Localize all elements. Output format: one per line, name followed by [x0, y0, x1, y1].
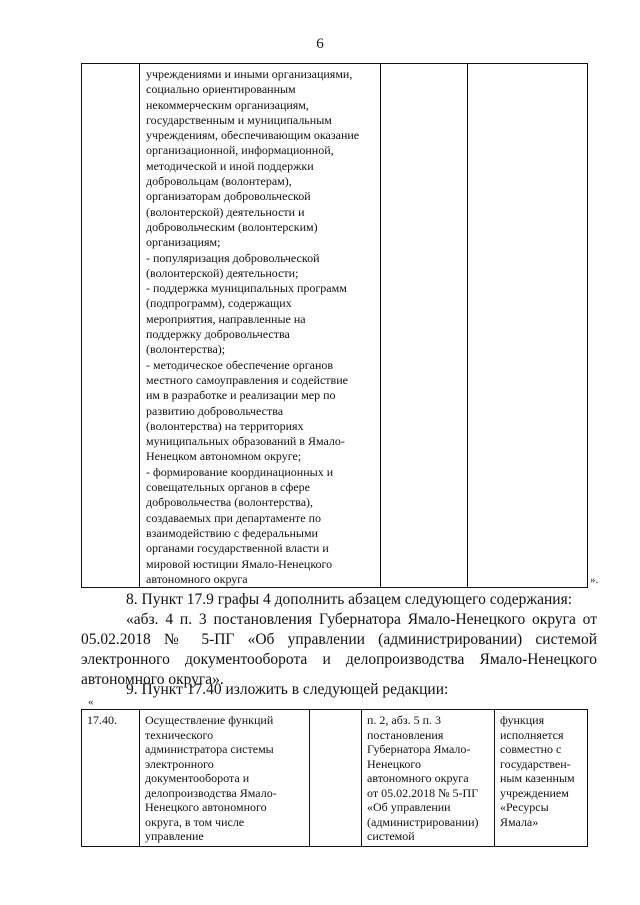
table-cell-note [495, 710, 588, 847]
page-number: 6 [316, 36, 324, 52]
paragraph-8: 8. Пункт 17.9 графы 4 дополнить абзацем следующего содержания: [126, 591, 573, 608]
table-cell-basis [468, 64, 588, 588]
table-cell-function [140, 64, 381, 588]
table-cell-function [140, 710, 310, 847]
paragraph-9: 9. Пункт 17.40 изложить в следующей редакции: [126, 681, 449, 698]
function-text: Осуществление функций технического администратора системы электронного документооборота и делопроизводства Ямало- Ненецкого автономного округа, в том числе управление [145, 713, 277, 843]
table-cell-number [82, 64, 140, 588]
note-text: функция исполняется совместно с государствен- ным казенным учреждением «Ресурсы Ямала» [500, 713, 575, 829]
table-cell-executor [381, 64, 468, 588]
table-row [82, 710, 588, 847]
table-cell-executor [310, 710, 362, 847]
continuation-table [81, 63, 588, 588]
table-cell-number [82, 710, 140, 847]
opening-quote: « [88, 696, 94, 708]
table-cell-basis [362, 710, 495, 847]
item-17-40-table [81, 709, 588, 847]
paragraph-8-text: «абз. 4 п. 3 постановления Губернатора Ямало-Ненецкого округа от 05.02.2018 № 5-ПГ «Об управлении (администрировании) системой электронного документооборота и делопроизводства Ямало-Ненецкого автономного округа». [81, 611, 597, 688]
basis-text: п. 2, абз. 5 п. 3 постановления Губернатора Ямало- Ненецкого автономного округа от 05.02.2018 № 5-ПГ «Об управлении (администрировании) системой [367, 713, 479, 843]
function-text: учреждениями и иными организациями, социально ориентированным некоммерческим организациям, государственным и муниципальным учреждениям, обеспечивающим оказание организационной, информационной, методической и иной поддержки добровольцам (волонтерам), организаторам добровольческой (волонтерской) деятельности и добровольческим (волонтерским) организациям; - популяризация добровольческой (волонтерской) деятельности; - поддержка муниципальных программ (подпрограмм), содержащих мероприятия, направленные на поддержку добровольчества (волонтерства); - методическое обеспечение органов местного самоуправления и содействие им в разработке и реализации мер по развитию добровольчества (волонтерства) на территориях муниципальных образований в Ямало- Ненецком автономном округе; - формирование координационных и совещательных органов в сфере добровольчества (волонтерства), создаваемых при департаменте по взаимодействию с федеральными органами государственной власти и мировой юстиции Ямало-Ненецкого автономного округа [146, 67, 360, 586]
table-row [82, 64, 588, 588]
item-number: 17.40. [87, 713, 117, 727]
closing-quote: ». [590, 574, 599, 586]
